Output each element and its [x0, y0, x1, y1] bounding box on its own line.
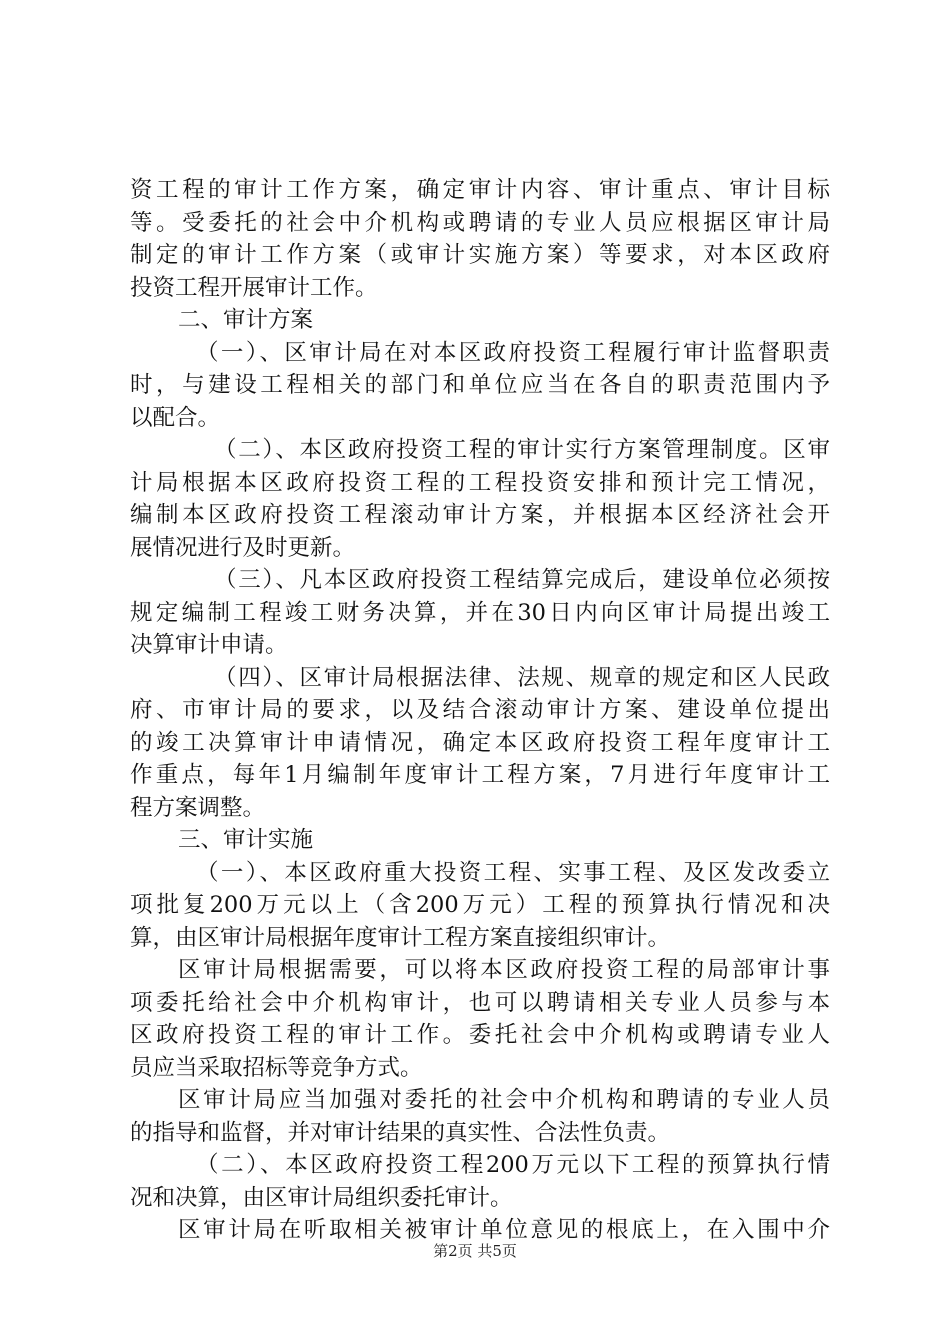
text-line: 况和决算，由区审计局组织委托审计。 — [130, 1184, 513, 1211]
text-line: 算，由区审计局根据年度审计工程方案直接组织审计。 — [130, 924, 671, 951]
text-line: 的指导和监督，并对审计结果的真实性、合法性负责。 — [130, 1119, 671, 1146]
text-line: 时，与建设工程相关的部门和单位应当在各自的职责范围内予 — [130, 372, 830, 398]
text-line: 计局根据本区政府投资工程的工程投资安排和预计完工情况， — [130, 469, 830, 496]
text-line: （一）、区审计局在对本区政府投资工程履行审计监督职责 — [196, 339, 830, 366]
text-line: 员应当采取招标等竞争方式。 — [130, 1054, 423, 1081]
text-line: 资工程的审计工作方案，确定审计内容、审计重点、审计目标 — [130, 177, 830, 203]
text-line: 程方案调整。 — [130, 794, 266, 821]
text-line: （一）、本区政府重大投资工程、实事工程、及区发改委立 — [196, 859, 830, 886]
text-line: 编制本区政府投资工程滚动审计方案，并根据本区经济社会开 — [130, 502, 830, 528]
document-body — [130, 174, 830, 1247]
text-line: 区审计局根据需要，可以将本区政府投资工程的局部审计事 — [178, 957, 830, 983]
text-line: 区审计局在听取相关被审计单位意见的根底上，在入围中介 — [178, 1217, 830, 1243]
text-line: 区审计局应当加强对委托的社会中介机构和聘请的专业人员 — [178, 1087, 830, 1113]
text-line: 以配合。 — [130, 404, 221, 431]
text-line: 项批复200万元以上（含200万元）工程的预算执行情况和决 — [130, 892, 830, 918]
text-line: 投资工程开展审计工作。 — [130, 274, 378, 301]
section-heading: 三、审计实施 — [178, 827, 314, 853]
page-number-footer: 第2页 共5页 — [433, 1242, 517, 1260]
text-line: 府、市审计局的要求，以及结合滚动审计方案、建设单位提出 — [130, 697, 830, 723]
text-line: 等。受委托的社会中介机构或聘请的专业人员应根据区审计局 — [130, 209, 830, 236]
text-line: 规定编制工程竣工财务决算，并在30日内向区审计局提出竣工 — [130, 599, 830, 626]
section-heading: 二、审计方案 — [178, 307, 314, 333]
text-line: 制定的审计工作方案（或审计实施方案）等要求，对本区政府 — [130, 242, 830, 268]
text-line: 区政府投资工程的审计工作。委托社会中介机构或聘请专业人 — [130, 1022, 830, 1048]
text-line: 项委托给社会中介机构审计，也可以聘请相关专业人员参与本 — [130, 989, 830, 1016]
text-line: （四）、区审计局根据法律、法规、规章的规定和区人民政 — [214, 664, 830, 691]
text-line: 展情况进行及时更新。 — [130, 534, 356, 561]
text-line: 决算审计申请。 — [130, 632, 288, 658]
text-line: 作重点，每年1月编制年度审计工程方案，7月进行年度审计工 — [130, 762, 830, 788]
text-line: （三）、凡本区政府投资工程结算完成后，建设单位必须按 — [214, 567, 830, 593]
text-line: （二）、本区政府投资工程的审计实行方案管理制度。区审 — [214, 437, 830, 463]
text-line: （二）、本区政府投资工程200万元以下工程的预算执行情 — [196, 1152, 830, 1178]
text-line: 的竣工决算审计申请情况，确定本区政府投资工程年度审计工 — [130, 729, 830, 756]
